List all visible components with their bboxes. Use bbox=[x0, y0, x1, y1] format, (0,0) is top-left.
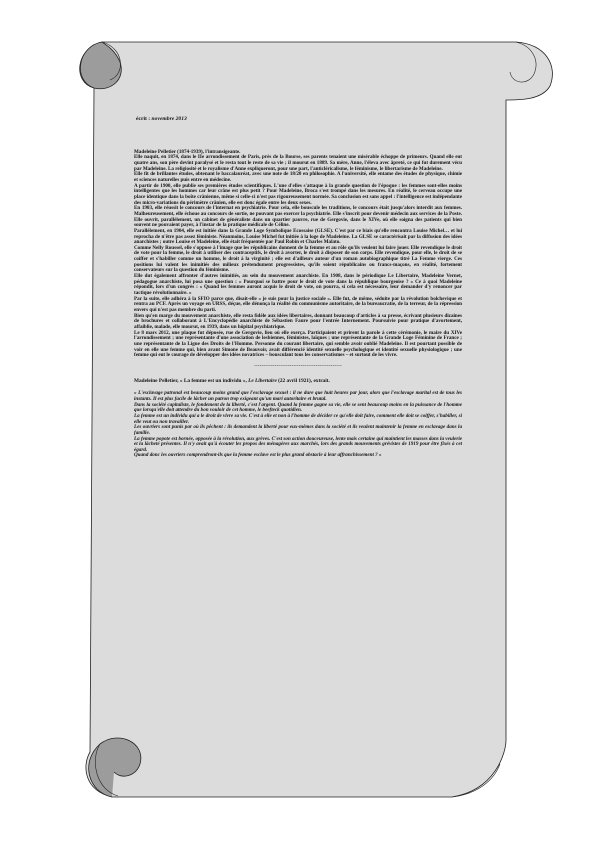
source-author: Madeleine Pelletier, « La femme est un individu », bbox=[134, 377, 249, 384]
written-date: novembre 2013 bbox=[151, 116, 187, 122]
source-details: (22 avril 1921), extrait. bbox=[276, 377, 330, 384]
biography-paragraph: Elle naquit, en 1874, dans le IIe arrondissement de Paris, près de la Bourse, ses parents tenaient une misérable échoppe de primeurs. Quand elle eut quatre ans, son père devint paralysé et le resta tout le reste de sa vie ; il mourut en 1889. Sa mère, Anne, l'éleva avec âpreté, ce qui fut durement vécu par Madeleine. La religiosité et le royalisme d'Anne expliqueront, pour une part, l'anticléricalisme, le féminisme, le libertarisme de Madeleine. bbox=[134, 154, 462, 172]
biography-paragraph: Par la suite, elle adhéra à la SFIO parce que, disait-elle « je suis pour la justice sociale ». Elle fut, de même, séduite par la révolution bolchevique et rentra au PCF. Après un voyage en URSS, déçue, elle dénonça la réalité du communisme autoritaire, de la bureaucratie, de la terreur, de la répression envers qui n'est pas membre du parti. bbox=[134, 295, 462, 314]
biography-paragraph: Elle fit de brillantes études, obtenant le baccalauréat, avec une note de 18/20 en philosophie. A l'université, elle entame des études de physique, chimie et sciences naturelles puis entre en médecine. bbox=[134, 171, 462, 183]
biography-paragraph: Le 8 mars 2012, une plaque fut déposée, rue de Gergovie, lieu où elle exerça. Participaient et prirent la parole à cette cérémonie, le maire du XIVe l'arrondissement ; une représentante d'une association de lesbiennes, féministes, laïques ; une représentante de la Grande Loge Féminine de France ; une représentante de la Ligue des Droits de l'Homme. Personne du courant libertaire, qui semble avoir oublié Madeleine. Il est pourtant possible de voir en elle une femme qui, bien avant Simone de Beauvoir, avait différencié identité sexuelle psychologique et identité sexuelle physiologique ; une femme qui eut le courage de développer des idées novatrices – bousculant tous les conservatismes – et surtout de les vivre. bbox=[134, 329, 462, 359]
document-body bbox=[134, 117, 462, 459]
biography-paragraph: A partir de 1900, elle publie ses premières études scientifiques. L'une d'elles s'attaque à la grande question de l'époque : les femmes sont-elles moins intelligentes que les hommes car leur crâne est plus petit ? Pour Madeleine, Broca s'est trompé dans les mesures. En réalité, le cerveau occupe une place identique dans la boîte crânienne, même si celle-ci n'est pas rigoureusement normée. Sa conclusion est sans appel : l'intelligence est indépendante des micro-variations du périmètre crânien, elle est donc égale entre les deux sexes. bbox=[134, 182, 462, 206]
quote-section bbox=[134, 391, 462, 459]
quote-paragraph: La femme est un individu qui a le droit de vivre sa vie. C'est à elle et non à l'homme de décider ce qu'elle doit faire, comment elle doit se coiffer, s'habiller, si elle veut ou non travailler. bbox=[134, 412, 462, 425]
quote-paragraph: Quand donc les ouvriers comprendront-ils que la femme esclave est le plus grand obstacle à leur affranchissement ? » bbox=[134, 452, 382, 459]
biography-title: Madeleine Pelletier (1874-1939), l'intransigeante. bbox=[134, 148, 241, 155]
written-label: écrit : bbox=[136, 116, 151, 122]
written-date-line bbox=[136, 117, 462, 123]
biography-section bbox=[134, 150, 462, 359]
biography-paragraph: Comme Nelly Roussel, elle s'oppose à l'image que les républicains donnent de la femme et au rôle qu'ils veulent lui faire jouer. Elle revendique le droit de vote pour la femme, le droit à utiliser des contraceptifs, le droit à avorter, le droit à disposer de son corps. Elle revendique, pour elle, le droit de se coiffer et s'habiller comme un homme, le droit à la virginité ; elle est d'ailleurs auteur d'un roman autobiographique titré La Femme vierge. Ces positions lui valent les inimitiés des milieux prétendument progressistes, qu'ils soient républicains ou francs-maçons, en réalité, fortement conservateurs sur la question du féminisme. bbox=[134, 244, 462, 274]
quote-source bbox=[134, 379, 462, 385]
biography-paragraph: En 1903, elle réussit le concours de l'internat en psychiatrie. Pour cela, elle bouscule les traditions, le concours était jusqu'alors interdit aux femmes. Malheureusement, elle échoue au concours de sortie, ne pouvant pas exercer la psychiatrie. Elle s'inscrit pour devenir médecin aux services de la Poste. Elle ouvrit, parallèlement, un cabinet de généraliste dans un quartier pauvre, rue de Gergovie, dans le XIVe, où elle soigna des patients qui bien souvent ne pouvaient payer, à l'instar de la pratique médicale de Céline. bbox=[134, 205, 462, 229]
quote-paragraph: Dans la société capitaliste, le fondement de la liberté, c'est l'argent. Quand la femme gagne sa vie, elle se sent beaucoup moins en la puissance de l'homme que lorsqu'elle doit attendre du bon vouloir de cet homme, le beefteck quotidien. bbox=[134, 401, 462, 414]
source-work: Le Libertaire bbox=[248, 377, 277, 384]
biography-paragraph: Parallèlement, en 1904, elle est initiée dans la Grande Loge Symbolique Ecossaise (GLSE). C'est par ce biais qu'elle rencontra Louise Michel… et lui reprocha de n'être pas assez féministe. Néanmoins, Louise Michel fut initiée à la loge de Madeleine. La GLSE se caractérisait par la diffusion des idées anarchistes ; outre Louise et Madeleine, elle était fréquentée par Paul Robin et Charles Malato. bbox=[134, 227, 462, 246]
quote-paragraph: Les ouvriers sont punis par où ils pêchent : ils demandent la liberté pour eux-mêmes dans la société et ils veulent maintenir la femme en esclavage dans la famille. bbox=[134, 424, 462, 436]
biography-paragraph: Elle dut également affronter d'autres inimitiés, au sein du mouvement anarchiste. En 1908, dans le périodique Le Libertaire, Madeleine Vernet, pédagogue anarchiste, lui posa une question : « Pourquoi se battre pour le droit de vote dans la république bourgeoise ? » Ce à quoi Madeleine répondit, lors d'un congrès : « Quand les femmes auront acquis le droit de vote, on pourra, si cela est nécessaire, leur demander d'y renoncer par tactique révolutionnaire. » bbox=[134, 273, 462, 297]
quote-paragraph: La femme popote est bornée, opposée à la révolution, aux grèves. C'est son action douceureuse, lente mais certaine qui maintient les masses dans la veulerie et la lâcheté présentes. Il n'y avait qu'à écouter les propos des ménagères aux marchés, lors des grands mouvements grévistes de 1919 pour être fixés à cet égard. bbox=[134, 435, 462, 453]
section-separator: ----------------------------------------------- bbox=[254, 363, 342, 369]
biography-paragraph: Bien qu'en marge du mouvement anarchiste, elle resta fidèle aux idées libertaires, donnant beaucoup d'articles à sa presse, écrivant plusieurs dizaines de brochures et collaborant à L'Encyclopédie anarchiste de Sébastien Faure pour l'entrée Internement. Poursuivie pour pratique d'avortement, affaiblie, malade, elle mourut, en 1939, dans un hôpital psychiatrique. bbox=[134, 312, 462, 330]
quote-paragraph: « L'esclavage patronal est beaucoup moins grand que l'esclavage sexuel : il ne dure que huit heures par jour, alors que l'esclavage marital est de tous les instants. Il est plus facile de lâcher un patron trop exigeant qu'un mari autoritaire et brutal. bbox=[134, 390, 462, 402]
